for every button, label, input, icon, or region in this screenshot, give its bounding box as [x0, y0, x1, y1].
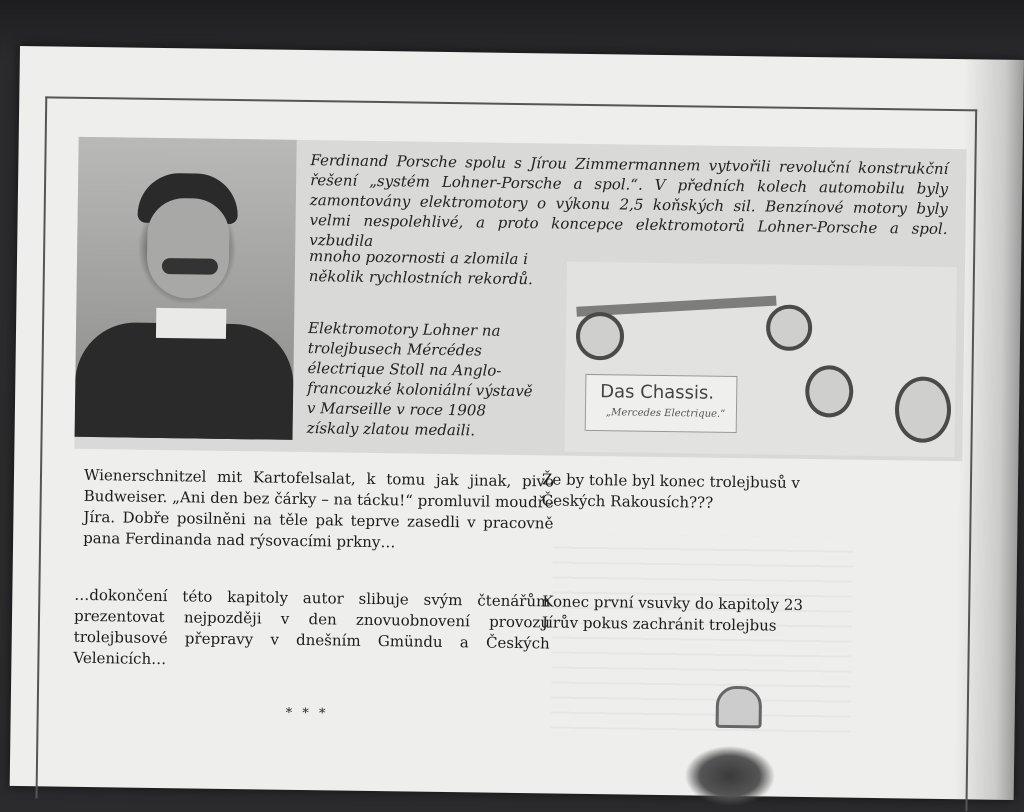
crown-icon: [716, 686, 763, 729]
left-paragraph-1: Wienerschnitzel mit Kartofelsalat, k tomu jak jinak, pivo Budweiser. „Ani den bez čárky – na tácku!“ promluvil moudře Jíra. Dobře posilněni na těle pak teprve zasedli v pracovně pana Ferdinanda nad rýsovacími prkny…: [83, 465, 555, 552]
right-paragraph-2: Konec první vsuvky do kapitoly 23 Jírův pokus zachránit trolejbus: [541, 592, 804, 635]
book-page: [10, 46, 1024, 800]
portrait-photo: [75, 137, 297, 440]
right-paragraph-1: Že by tohle byl konec trolejbusů v Českých Rakousích???: [541, 470, 801, 512]
portrait-face: [146, 198, 229, 299]
wheel-rear-left: [766, 304, 813, 351]
portrait-coat: [75, 322, 295, 440]
caption-second: Elektromotory Lohner na trolejbusech Mércédes électrique Stoll na Anglo-francouzké koloniální výstavě v Marseille v roce 1908 získaly zlatou medaili.: [306, 319, 533, 440]
chassis-label-title: Das Chassis.: [600, 381, 715, 404]
portrait-mustache: [162, 258, 218, 275]
left-paragraph-2: …dokončení této kapitoly autor slibuje svým čtenářům prezentovat nejpozději v den znovuobnovení provozu trolejbusové přepravy v dnešním Gmündu a Českých Velenicích…: [73, 585, 551, 669]
chassis-label-box: [585, 374, 738, 433]
caption-main: Ferdinand Porsche spolu s Jírou Zimmermannem vytvořili revoluční konstrukční řešení „systém Lohner-Porsche a spol.“. V předních kolech automobilu byly zamontovány elektromotory o výkonu 2,5 koňských sil. Benzínové motory byly velmi nespolehlivé, a proto koncepce elektromotorů Lohner-Porsche a spol. vzbudila: [309, 151, 949, 250]
portrait-collar: [156, 308, 226, 339]
wheel-chassis-front: [805, 365, 854, 418]
caption-main-continued: mnoho pozornosti a zlomila i několik rychlostních rekordů.: [308, 247, 533, 289]
chassis-illustration: [564, 262, 957, 457]
section-separator-stars: * * *: [285, 705, 329, 722]
wheel-front-left: [576, 312, 625, 361]
chassis-label-subtitle: „Mercedes Electrique.“: [605, 407, 726, 420]
wheel-chassis-rear: [895, 376, 952, 443]
